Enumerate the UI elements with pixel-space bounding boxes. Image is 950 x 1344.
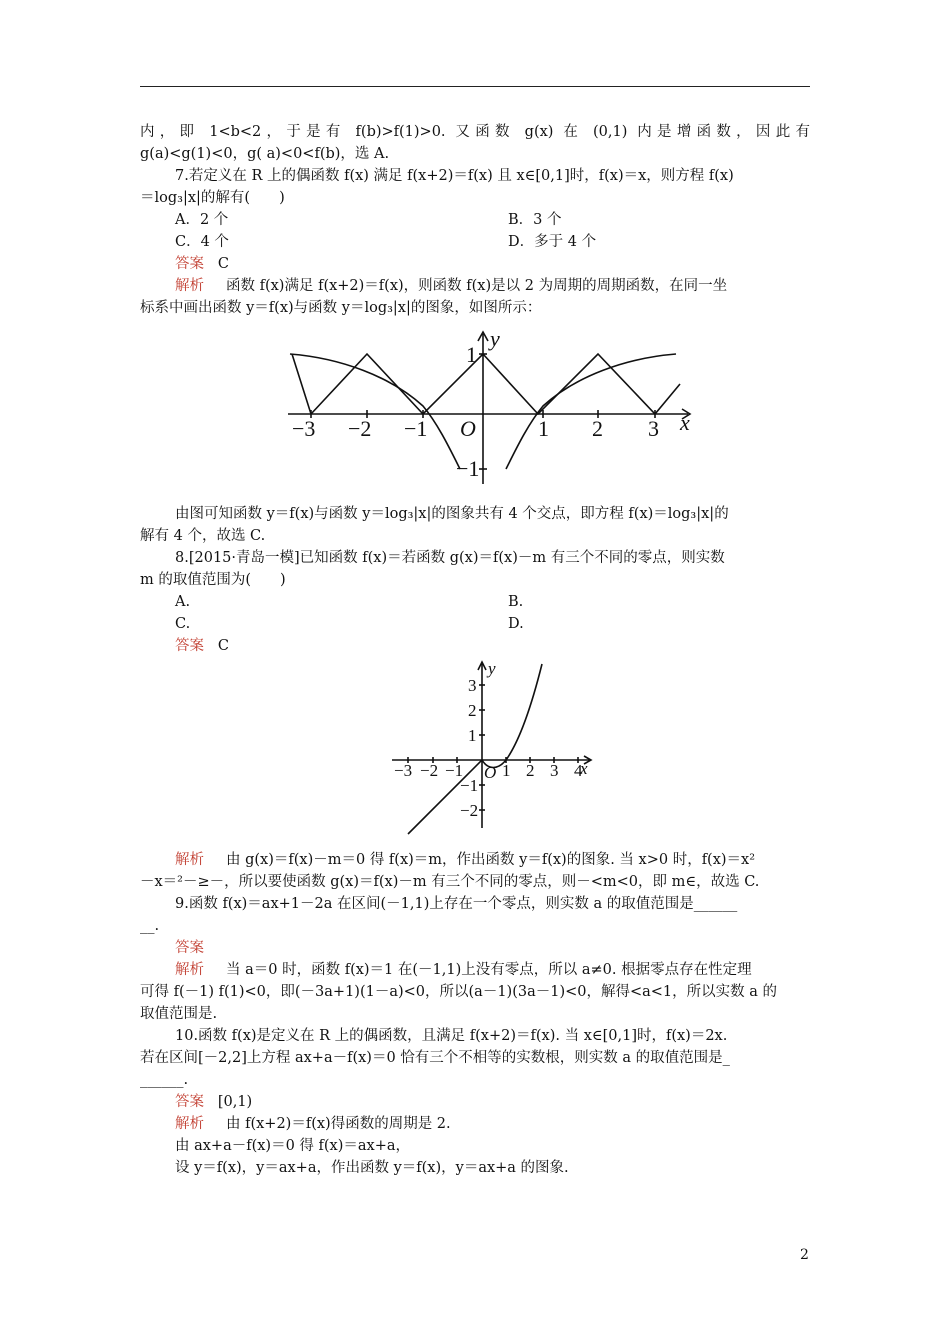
x-tick-label: −3 [292,416,316,441]
x-tick-label: 2 [592,416,603,441]
text-line: 标系中画出函数 y＝f(x)与函数 y＝log₃|x|的图象，如图所示： [140,300,542,316]
y-tick-label: 3 [468,676,477,695]
text-line: ______. [140,1072,189,1088]
x-tick-label: 4 [574,761,583,780]
answer-label: 答案 [175,638,204,654]
x-tick-label: 2 [526,761,535,780]
q8-answer [175,636,229,656]
text-line: ＝log₃|x|的解有( ) [140,190,285,206]
text-line: 可得 f(－1) f(1)<0，即(－3a+1)(1－a)<0，所以(a－1)(3a－1)<0，解得<a<1，所以实数 a 的 [140,984,778,1000]
text-line: 内，即 1<b<2，于是有 f(b)>f(1)>0. 又函数 g(x) 在 (0,1) 内是增函数，因此有 [140,124,810,140]
figure-2-graph [390,660,600,840]
answer-value: [0,1) [217,1094,253,1110]
text-line: 若在区间[－2,2]上方程 ax+a－f(x)＝0 恰有三个不相等的实数根，则实数 a 的取值范围是_ [140,1050,730,1066]
x-axis-label: x [580,759,588,778]
answer-label: 答案 [175,940,204,956]
header-rule [140,86,810,87]
text-line: 当 a＝0 时，函数 f(x)＝1 在(－1,1)上没有零点，所以 a≠0. 根据零点存在性定理 [226,962,752,978]
x-tick-label: −1 [445,761,464,780]
text-line: __. [140,918,160,934]
origin-label: O [460,416,476,441]
x-axis-label: x [680,410,690,435]
y-tick-label: −1 [456,456,480,481]
q8-option-d: D. [508,616,524,632]
text-line: 取值范围是. [140,1006,218,1022]
origin-label: O [484,763,497,782]
analysis-label: 解析 [175,852,204,868]
analysis-label: 解析 [175,962,204,978]
q7-answer [175,254,229,274]
x-tick-label: −2 [348,416,372,441]
question-9: 9.函数 f(x)＝ax+1－2a 在区间(－1,1)上存在一个零点，则实数 a 的取值范围是______ [175,896,738,912]
answer-label: 答案 [175,256,204,272]
page-number: 2 [800,1247,809,1263]
y-tick-label: −1 [460,776,479,795]
text-line: 由 g(x)＝f(x)－m＝0 得 f(x)＝m，作出函数 y＝f(x)的图象. 当 x>0 时，f(x)＝x² [226,852,756,868]
x-tick-label: −2 [420,761,439,780]
log-curve-left [290,354,460,469]
answer-value: C [217,256,229,272]
question-7: 7.若定义在 R 上的偶函数 f(x) 满足 f(x+2)＝f(x) 且 x∈[0,1]时，f(x)＝x，则方程 f(x) [175,168,734,184]
question-8: 8.[2015·青岛一模]已知函数 f(x)＝若函数 g(x)＝f(x)－m 有三个不同的零点，则实数 [175,550,725,566]
answer-value: C [217,638,229,654]
analysis-label: 解析 [175,1116,204,1132]
text-line: m 的取值范围为( ) [140,572,286,588]
question-10: 10.函数 f(x)是定义在 R 上的偶函数，且满足 f(x+2)＝f(x). 当 x∈[0,1]时，f(x)＝2x. [175,1028,728,1044]
analysis-label: 解析 [175,278,204,294]
y-axis-label: y [490,326,500,351]
text-line: 解有 4 个，故选 C. [140,528,266,544]
y-tick-label: 1 [468,726,477,745]
text-line: 由 ax+a－f(x)＝0 得 f(x)＝ax+a， [175,1138,411,1154]
y-tick-label: −2 [460,801,479,820]
log-curve-right [506,354,676,469]
y-tick-label: 2 [468,701,477,720]
q7-option-b: B．3 个 [508,212,562,228]
x-tick-label: 1 [502,761,511,780]
text-line: 由 f(x+2)＝f(x)得函数的周期是 2. [226,1116,451,1132]
q7-option-c: C．4 个 [175,234,229,250]
figure-1-graph [280,324,700,494]
q10-answer [175,1092,252,1112]
x-tick-label: 3 [550,761,559,780]
q9-answer [175,938,218,958]
x-tick-label: −1 [404,416,428,441]
text-line: g(a)<g(1)<0，g( a)<0<f(b)，选 A. [140,146,390,162]
x-tick-label: 3 [648,416,659,441]
q8-option-b: B. [508,594,524,610]
x-tick-label: 1 [538,416,549,441]
q8-option-c: C. [175,616,191,632]
y-axis-label: y [488,660,496,678]
text-line: 函数 f(x)满足 f(x+2)＝f(x)，则函数 f(x)是以 2 为周期的周期函数，在同一坐 [226,278,728,294]
text-line: －x＝²－≥－，所以要使函数 g(x)＝f(x)－m 有三个不同的零点，则－<m<0，即 m∈，故选 C. [140,874,760,890]
q7-option-d: D．多于 4 个 [508,234,597,250]
q7-option-a: A．2 个 [175,212,229,228]
y-tick-label: 1 [466,342,477,367]
triangle-wave-curve [292,354,680,414]
text-line: 设 y＝f(x)，y＝ax+a，作出函数 y＝f(x)，y＝ax+a 的图象. [175,1160,569,1176]
x-tick-label: −3 [394,761,413,780]
answer-label: 答案 [175,1094,204,1110]
text-line: 由图可知函数 y＝f(x)与函数 y＝log₃|x|的图象共有 4 个交点，即方程 f(x)＝log₃|x|的 [175,506,729,522]
parabola-branch [482,664,542,768]
q8-option-a: A. [175,594,191,610]
